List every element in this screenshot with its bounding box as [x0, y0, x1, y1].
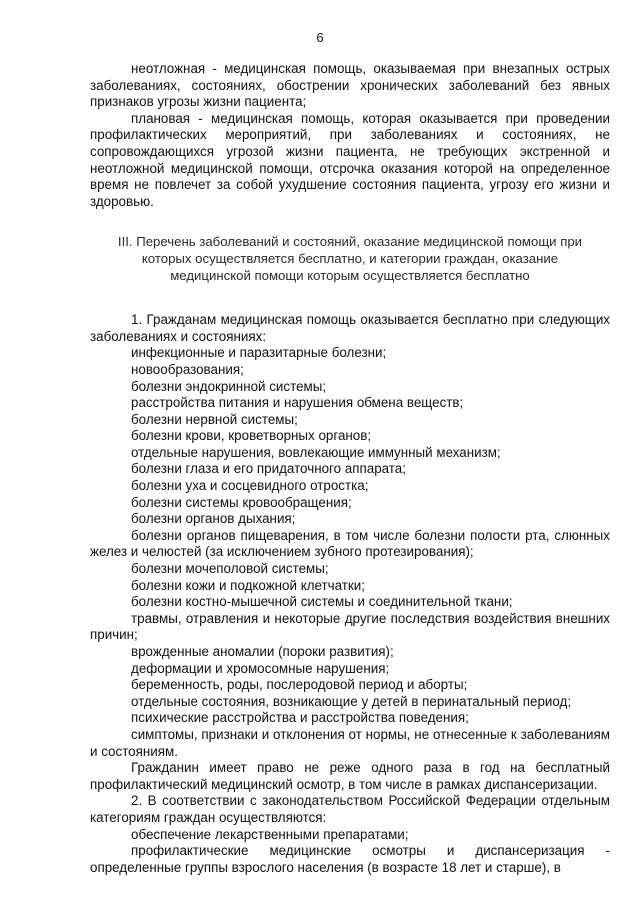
list-item: болезни органов дыхания; [131, 511, 296, 527]
list-item: новообразования; [131, 361, 244, 377]
list-item: инфекционные и паразитарные болезни; [131, 345, 387, 361]
conditions-list [90, 345, 610, 760]
paragraph-planned-care: плановая - медицинская помощь, которая оказывается при проведении профилактических мероприятий, при заболеваниях и состояниях, не сопровождающихся угрозой жизни пациента, не требующих экстренной и неотложной медицинской помощи, отсрочка оказания которой на определенное время не повлечет за собой ухудшение состояния пациента, угрозу его жизни и здоровью. [90, 110, 610, 209]
list-item: болезни уха и сосцевидного отростка; [131, 478, 369, 494]
page-content [90, 61, 610, 876]
list-item: врожденные аномалии (пороки развития); [131, 644, 394, 659]
list-item: болезни нервной системы; [131, 411, 298, 427]
list-item: деформации и хромосомные нарушения; [131, 660, 390, 676]
paragraph-2: 2. В соответствии с законодательством Российской Федерации отдельным категориям граждан осуществляются: [90, 793, 610, 825]
list-item: беременность, роды, послеродовой период и аборты; [131, 677, 468, 693]
list-item: болезни костно-мышечной системы и соединительной ткани; [131, 594, 513, 610]
section-heading [90, 234, 610, 284]
list-item: болезни глаза и его придаточного аппарата; [131, 461, 406, 477]
list-item: психические расстройства и расстройства поведения; [131, 710, 469, 726]
list-item: расстройства питания и нарушения обмена веществ; [131, 395, 464, 411]
page-number: 6 [316, 30, 324, 45]
paragraph-checkup-right: Гражданин имеет право не реже одного раза в год на бесплатный профилактический медицинский осмотр, в том числе в рамках диспансеризации. [90, 760, 610, 792]
section-heading-line: III. Перечень заболеваний и состояний, оказание медицинской помощи при [117, 234, 583, 250]
list-item: болезни системы кровообращения; [131, 494, 352, 510]
list-item: болезни крови, кроветворных органов; [131, 428, 372, 444]
list-item: травмы, отравления и некоторые другие последствия воздействия внешних причин; [90, 610, 610, 643]
section-heading-line: которых осуществляется бесплатно, и категории граждан, оказание [141, 250, 559, 266]
paragraph-urgent-care: неотложная - медицинская помощь, оказываемая при внезапных острых заболеваниях, состояниях, обострении хронических заболеваний без явных признаков угрозы жизни пациента; [90, 61, 610, 110]
list-item: болезни эндокринной системы; [131, 378, 327, 394]
list-item: отдельные состояния, возникающие у детей в перинатальный период; [131, 693, 572, 709]
section-heading-line: медицинской помощи которым осуществляется бесплатно [170, 267, 530, 283]
list-item: симптомы, признаки и отклонения от нормы, не отнесенные к заболеваниям и состояниям. [90, 726, 610, 759]
list-item: болезни кожи и подкожной клетчатки; [131, 577, 365, 593]
list-item: профилактические медицинские осмотры и диспансеризация - определенные группы взрослого населения (в возрасте 18 лет и старше), в [90, 843, 610, 875]
list-item: обеспечение лекарственными препаратами; [131, 826, 409, 842]
paragraph-1: 1. Гражданам медицинская помощь оказывается бесплатно при следующих заболеваниях и состояниях: [90, 312, 610, 344]
list-item: болезни мочеполовой системы; [131, 561, 329, 577]
list-item: отдельные нарушения, вовлекающие иммунный механизм; [131, 444, 501, 460]
list-item: болезни органов пищеварения, в том числе болезни полости рта, слюнных желез и челюстей (за исключением зубного протезирования); [90, 527, 610, 560]
